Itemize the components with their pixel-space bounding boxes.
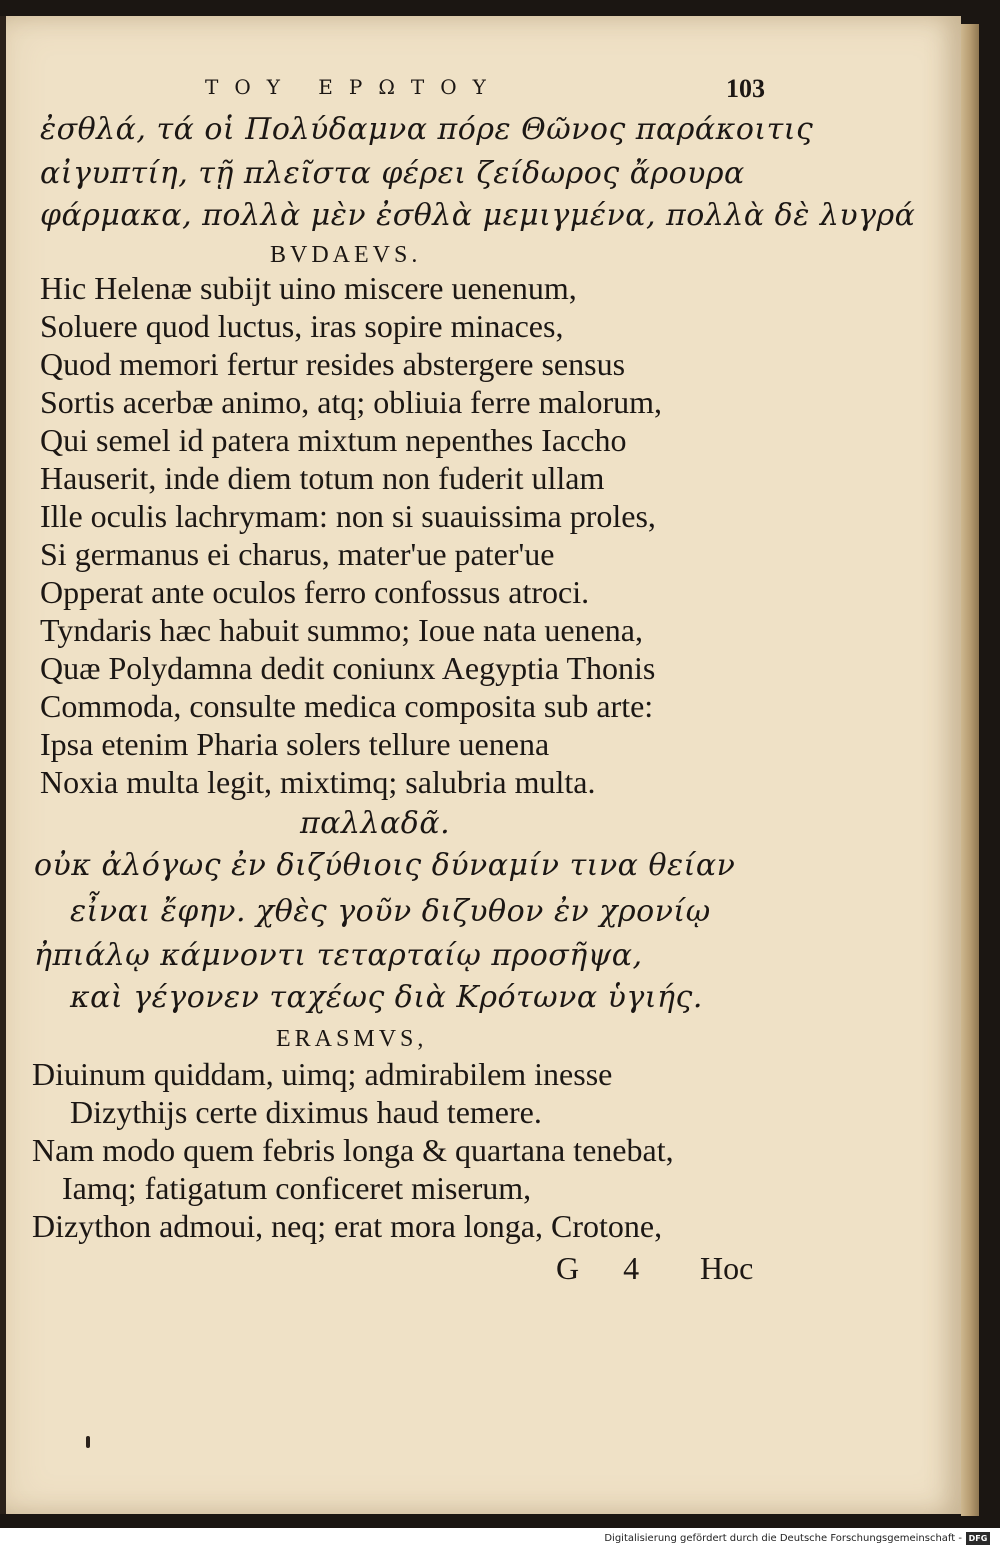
latin-line-3: Quod memori fertur resides abstergere sensus [40,346,626,382]
footer-credit: Digitalisierung gefördert durch die Deutsche Forschungsgemeinschaft - [604,1533,962,1544]
page-number: 103 [726,74,765,103]
latin-line-12: Commoda, consulte medica composita sub arte: [40,688,654,724]
heading-budaeus: BVDAEVS. [270,242,422,268]
greek-line-3: φάρμακα, πολλὰ μὲν ἐσθλὰ μεμιγμένα, πολλὰ δὲ λυγρά [40,198,916,233]
heading-erasmus: ERASMVS, [276,1026,428,1052]
latin-line-10: Tyndaris hæc habuit summo; Ioue nata uenena, [40,612,643,648]
catchword: Hoc [700,1250,754,1286]
erasmus-line-2: Dizythijs certe diximus haud temere. [70,1094,542,1130]
digitization-footer [0,1528,1000,1550]
latin-line-14: Noxia multa legit, mixtimq; salubria multa. [40,764,596,800]
latin-line-5: Qui semel id patera mixtum nepenthes Iaccho [40,422,627,458]
latin-line-9: Opperat ante oculos ferro confossus atroci. [40,574,590,610]
running-head-title: ΤΟΥ ΕΡΩΤΟΥ [205,75,502,99]
erasmus-line-1: Diuinum quiddam, uimq; admirabilem inesse [32,1056,613,1092]
latin-line-1: Hic Helenæ subijt uino miscere uenenum, [40,270,577,306]
heading-palladas: παλλαδᾶ. [300,806,451,841]
latin-line-6: Hauserit, inde diem totum non fuderit ullam [40,460,605,496]
erasmus-line-5: Dizython admoui, neq; erat mora longa, Crotone, [32,1208,663,1244]
latin-line-7: Ille oculis lachrymam: non si suauissima proles, [40,498,656,534]
erasmus-line-4: Iamq; fatigatum conficeret miserum, [62,1170,532,1206]
latin-line-4: Sortis acerbæ animo, atq; obliuia ferre malorum, [40,384,663,420]
page-edge [961,24,979,1516]
greek-line-2: αἰγυπτίη, τῇ πλεῖστα φέρει ζείδωρος ἄρουρα [40,156,745,191]
latin-line-13: Ipsa etenim Pharia solers tellure uenena [40,726,550,762]
greek-epigram-line-3: ἠπιάλῳ κάμνοντι τεταρταίῳ προσῆψα, [34,938,643,973]
latin-line-2: Soluere quod luctus, iras sopire minaces, [40,308,564,344]
greek-line-1: ἐσθλά, τά οἱ Πολύδαμνα πόρε Θῶνος παράκοιτις [40,112,814,147]
signature-mark: G 4 [556,1250,658,1286]
greek-epigram-line-1: οὐκ ἀλόγως ἐν διζύθιοις δύναμίν τινα θείαν [34,848,736,883]
ink-mark [86,1436,90,1448]
dfg-logo: DFG [966,1532,990,1545]
latin-line-11: Quæ Polydamna dedit coniunx Aegyptia Thonis [40,650,656,686]
greek-epigram-line-2: εἶναι ἔφην. χθὲς γοῦν διζυθον ἐν χρονίῳ [70,894,711,929]
latin-line-8: Si germanus ei charus, mater'ue pater'ue [40,536,555,572]
erasmus-line-3: Nam modo quem febris longa & quartana tenebat, [32,1132,674,1168]
greek-epigram-line-4: καὶ γέγονεν ταχέως διὰ Κρότωνα ὑγιής. [70,980,703,1015]
